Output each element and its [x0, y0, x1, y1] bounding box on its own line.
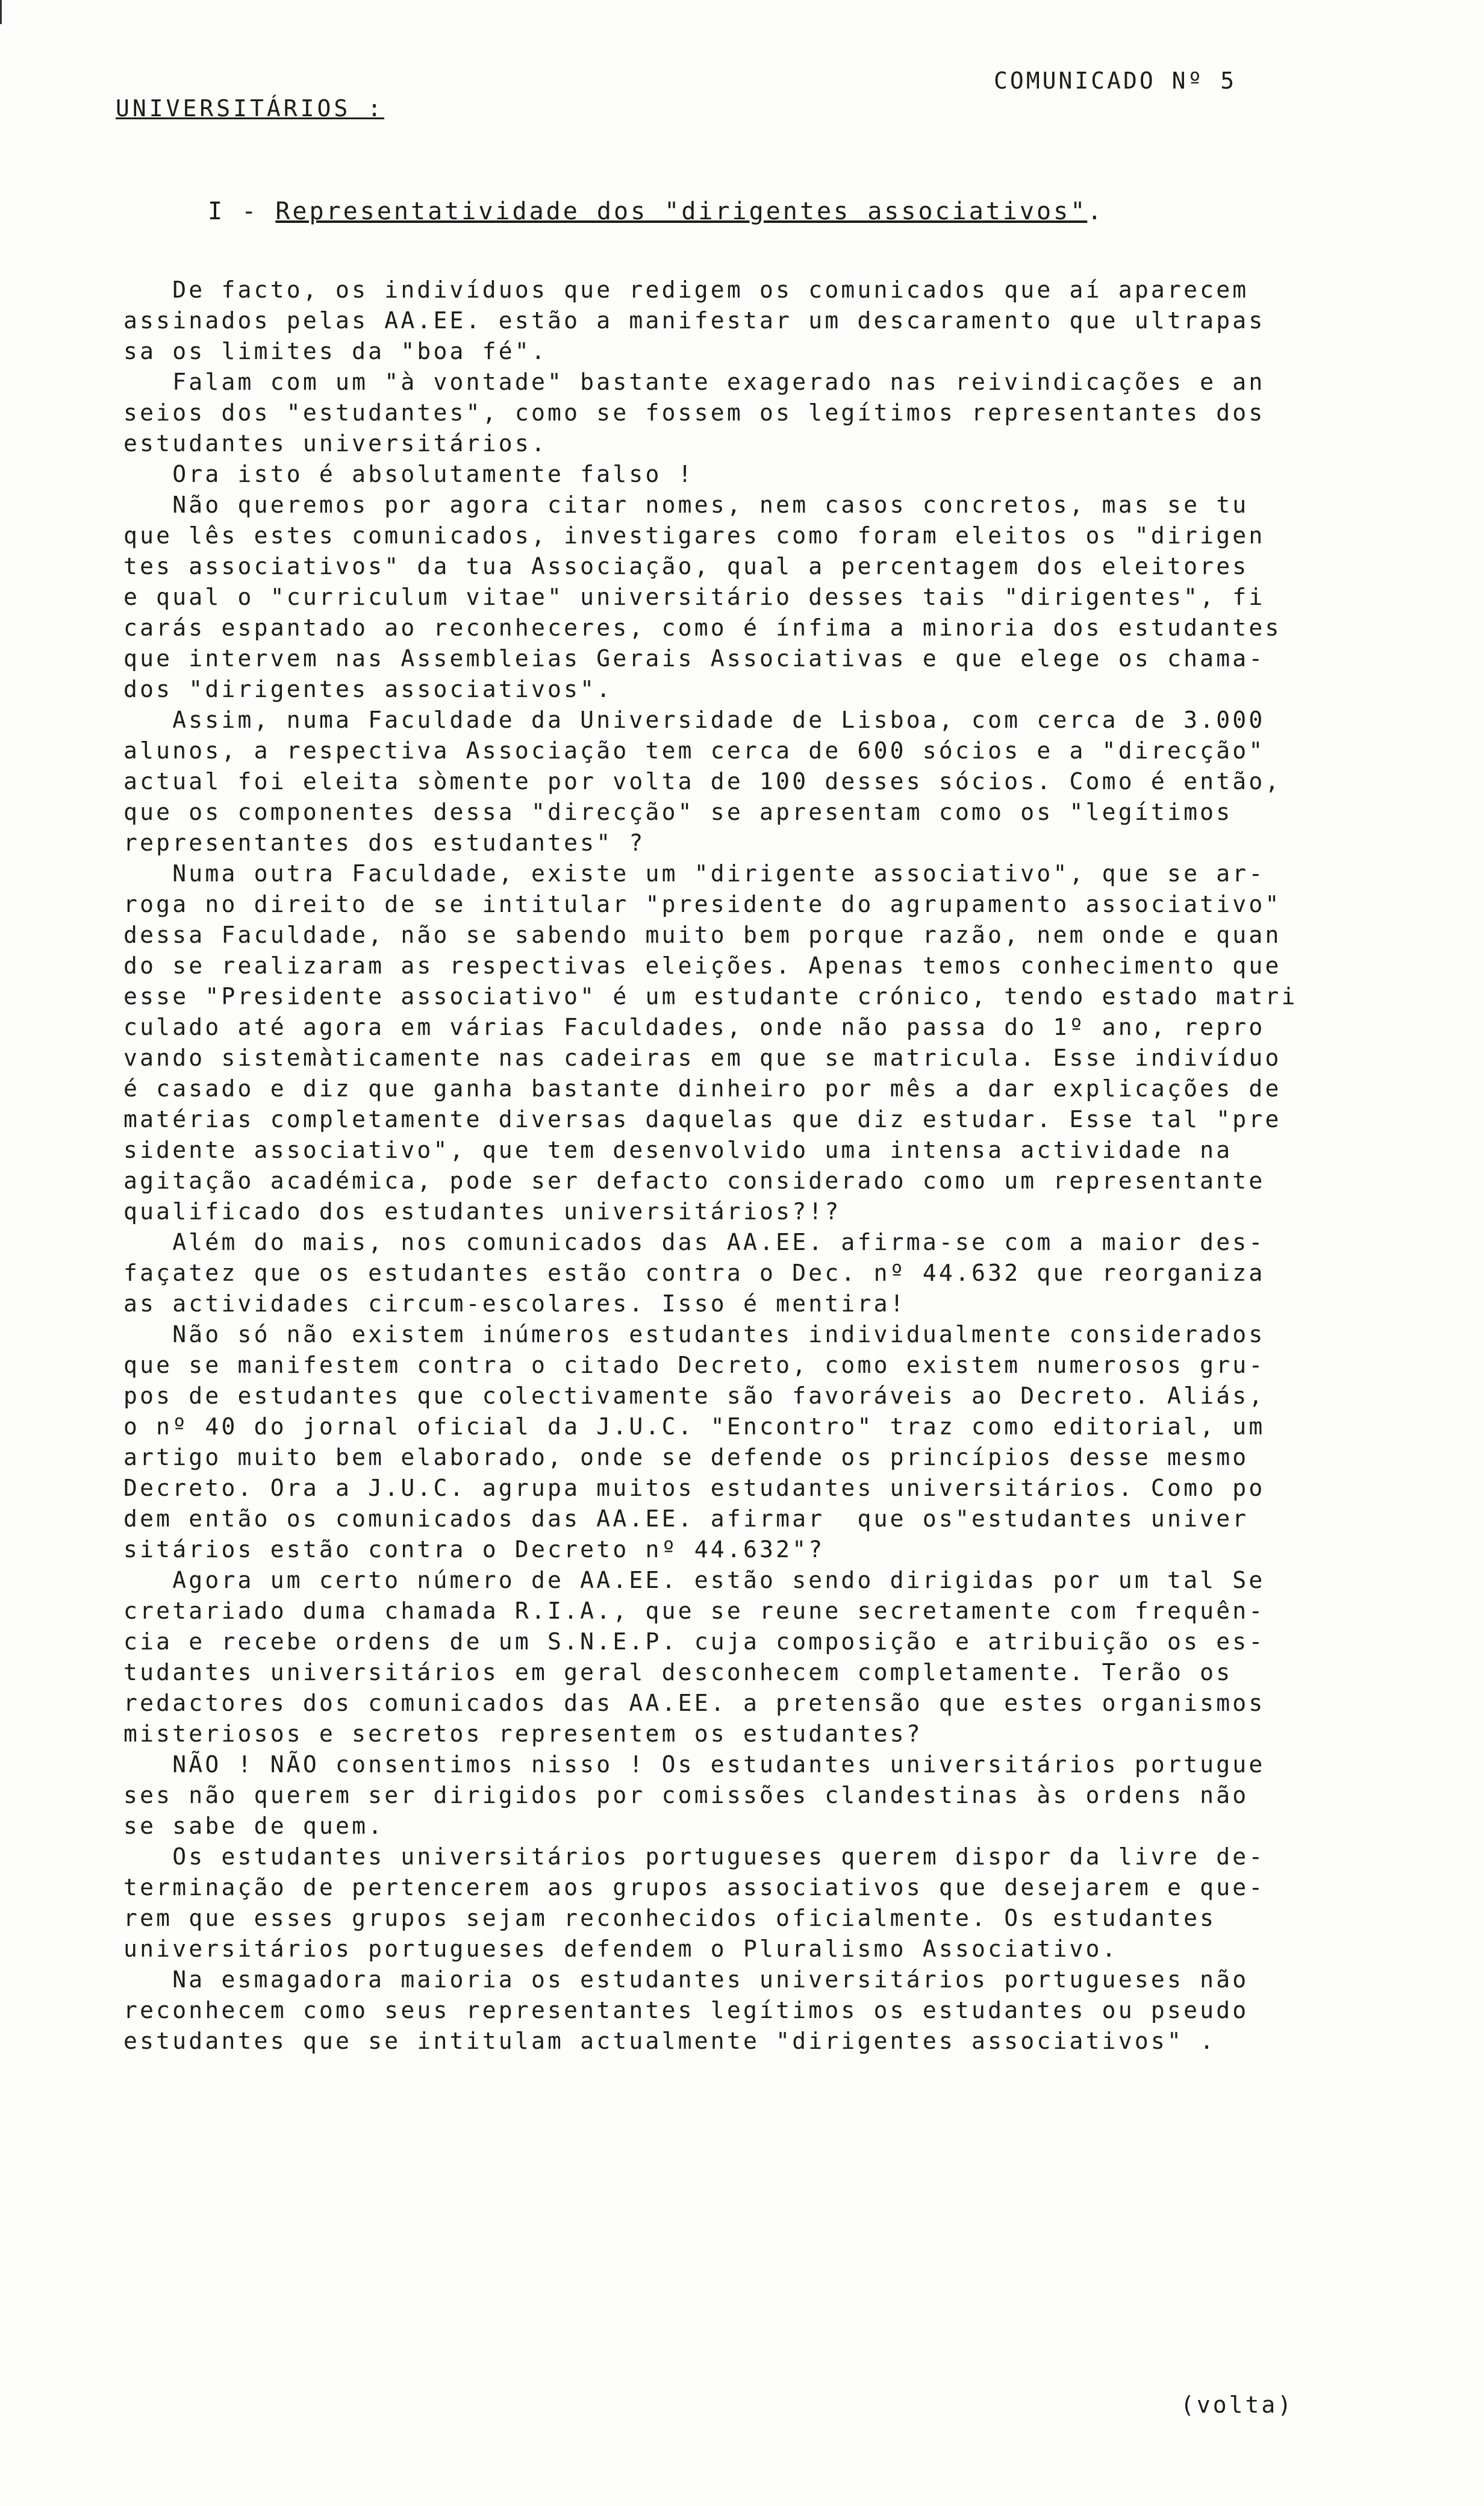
edge-mark [0, 0, 2, 24]
section-title: Representatividade dos "dirigentes associativos" [275, 198, 1088, 225]
text-line: reconhecem como seus representantes legítimos os estudantes ou pseudo [123, 1997, 1249, 2023]
text-line: artigo muito bem elaborado, onde se defende os princípios desse mesmo [123, 1444, 1249, 1470]
text-line: do se realizaram as respectivas eleições. Apenas temos conhecimento que [123, 952, 1282, 979]
text-line: roga no direito de se intitular "presidente do agrupamento associativo" [123, 891, 1282, 917]
text-line: NÃO ! NÃO consentimos nisso ! Os estudantes universitários portugue [123, 1751, 1265, 1778]
text-line: vando sistemàticamente nas cadeiras em que se matricula. Esse indivíduo [123, 1045, 1282, 1071]
text-line: sitários estão contra o Decreto nº 44.632"? [123, 1536, 825, 1563]
text-line: se sabe de quem. [123, 1813, 385, 1839]
text-line: esse "Presidente associativo" é um estudante crónico, tendo estado matri [123, 983, 1298, 1010]
text-line: dem então os comunicados das AA.EE. afirmar que os"estudantes univer [123, 1505, 1249, 1532]
text-line: estudantes universitários. [123, 430, 548, 457]
text-line: sa os limites da "boa fé". [123, 338, 548, 364]
text-line: actual foi eleita sòmente por volta de 100 desses sócios. Como é então, [123, 768, 1282, 795]
text-line: alunos, a respectiva Associação tem cerca de 600 sócios e a "direcção" [123, 737, 1265, 764]
text-line: estudantes que se intitulam actualmente "dirigentes associativos" . [123, 2028, 1217, 2054]
text-line: assinados pelas AA.EE. estão a manifestar um descaramento que ultrapas [123, 307, 1265, 334]
text-line: representantes dos estudantes" ? [123, 830, 646, 856]
text-line: Não só não existem inúmeros estudantes individualmente considerados [123, 1321, 1265, 1348]
text-line: Na esmagadora maioria os estudantes universitários portugueses não [123, 1966, 1249, 1993]
text-line: que se manifestem contra o citado Decreto, como existem numerosos gru- [123, 1352, 1265, 1378]
text-line: misteriosos e secretos representem os estudantes? [123, 1720, 923, 1747]
text-line: De facto, os indivíduos que redigem os comunicados que aí aparecem [123, 277, 1249, 303]
text-line: tudantes universitários em geral desconhecem completamente. Terão os [123, 1659, 1233, 1686]
text-line: matérias completamente diversas daquelas que diz estudar. Esse tal "pre [123, 1106, 1282, 1133]
text-line: culado até agora em várias Faculdades, onde não passa do 1º ano, repro [123, 1014, 1265, 1040]
continue-label: (volta) [1180, 2392, 1294, 2418]
text-line: e qual o "curriculum vitae" universitário desses tais "dirigentes", fi [123, 584, 1265, 610]
text-line: é casado e diz que ganha bastante dinheiro por mês a dar explicações de [123, 1075, 1282, 1102]
text-line: Não queremos por agora citar nomes, nem casos concretos, mas se tu [123, 492, 1249, 518]
document-addressee: UNIVERSITÁRIOS : [116, 95, 385, 122]
text-line: sidente associativo", que tem desenvolvido uma intensa actividade na [123, 1137, 1233, 1163]
text-line: ses não querem ser dirigidos por comissões clandestinas às ordens não [123, 1782, 1249, 1808]
communique-number: COMUNICADO Nº 5 [994, 67, 1237, 94]
text-line: universitários portugueses defendem o Pluralismo Associativo. [123, 1936, 1118, 1962]
text-line: seios dos "estudantes", como se fossem os legítimos representantes dos [123, 399, 1265, 426]
section-number: I - [208, 198, 259, 225]
text-line: Numa outra Faculdade, existe um "dirigente associativo", que se ar- [123, 860, 1265, 887]
text-line: Falam com um "à vontade" bastante exagerado nas reivindicações e an [123, 369, 1265, 395]
section-title-end: . [1087, 198, 1105, 225]
text-line: dessa Faculdade, não se sabendo muito bem porque razão, nem onde e quan [123, 922, 1282, 948]
text-line: que lês estes comunicados, investigares como foram eleitos os "dirigen [123, 522, 1265, 549]
text-line: Os estudantes universitários portugueses querem dispor da livre de- [123, 1843, 1265, 1870]
text-line: tes associativos" da tua Associação, qual a percentagem dos eleitores [123, 553, 1249, 580]
text-line: façatez que os estudantes estão contra o Dec. nº 44.632 que reorganiza [123, 1260, 1265, 1286]
body-text [123, 275, 1376, 2057]
text-line: Além do mais, nos comunicados das AA.EE. afirma-se com a maior des- [123, 1229, 1265, 1255]
text-line: terminação de pertencerem aos grupos associativos que desejarem e que- [123, 1874, 1265, 1901]
text-line: que intervem nas Assembleias Gerais Associativas e que elege os chama- [123, 645, 1265, 672]
text-line: Assim, numa Faculdade da Universidade de Lisboa, com cerca de 3.000 [123, 707, 1265, 733]
text-line: Agora um certo número de AA.EE. estão sendo dirigidas por um tal Se [123, 1567, 1265, 1593]
text-line: dos "dirigentes associativos". [123, 676, 613, 702]
text-line: cia e recebe ordens de um S.N.E.P. cuja composição e atribuição os es- [123, 1628, 1265, 1655]
text-line: que os componentes dessa "direcção" se apresentam como os "legítimos [123, 799, 1233, 825]
text-line: pos de estudantes que colectivamente são favoráveis ao Decreto. Aliás, [123, 1383, 1265, 1409]
section-heading [208, 198, 1104, 225]
text-line: carás espantado ao reconheceres, como é ínfima a minoria dos estudantes [123, 614, 1282, 641]
text-line: rem que esses grupos sejam reconhecidos oficialmente. Os estudantes [123, 1905, 1217, 1931]
text-line: redactores dos comunicados das AA.EE. a pretensão que estes organismos [123, 1690, 1265, 1716]
text-line: qualificado dos estudantes universitários?!? [123, 1198, 841, 1225]
text-line: o nº 40 do jornal oficial da J.U.C. "Encontro" traz como editorial, um [123, 1413, 1265, 1440]
text-line: agitação académica, pode ser defacto considerado como um representante [123, 1167, 1265, 1194]
text-line: Decreto. Ora a J.U.C. agrupa muitos estudantes universitários. Como po [123, 1475, 1265, 1501]
text-line: Ora isto é absolutamente falso ! [123, 461, 694, 487]
text-line: as actividades circum-escolares. Isso é mentira! [123, 1290, 906, 1317]
text-line: cretariado duma chamada R.I.A., que se reune secretamente com frequên- [123, 1598, 1265, 1624]
